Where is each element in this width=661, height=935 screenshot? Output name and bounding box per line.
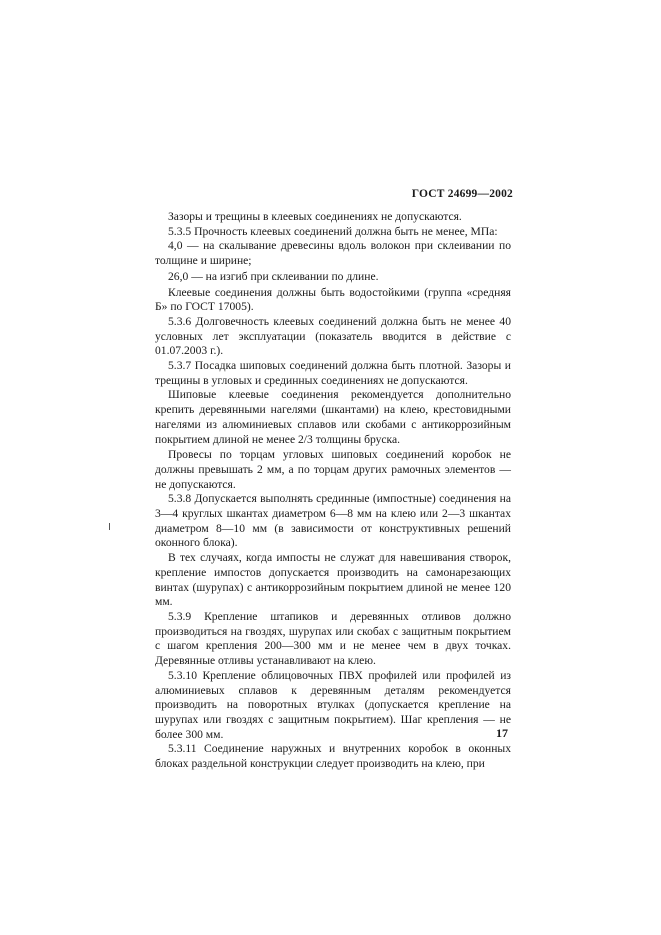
paragraph: 5.3.7 Посадка шиповых соединений должна быть плотной. Зазоры и трещины в угловых и срединных соединениях не допускаются. bbox=[155, 359, 511, 387]
paragraph: Клеевые соединения должны быть водостойкими (группа «средняя Б» по ГОСТ 17005). bbox=[155, 285, 511, 314]
paragraph: 4,0 — на скалывание древесины вдоль волокон при склеивании по толщине и ширине; bbox=[155, 239, 511, 268]
paragraph: В тех случаях, когда импосты не служат для навешивания створок, крепление импостов допускается производить на самонарезающих винтах (шурупах) с антикоррозийным покрытием длиной не менее 120 мм. bbox=[155, 551, 511, 609]
document-code-header: ГОСТ 24699—2002 bbox=[411, 188, 513, 200]
paragraph: Зазоры и трещины в клеевых соединениях не допускаются. bbox=[168, 210, 462, 223]
paragraph: 5.3.9 Крепление штапиков и деревянных отливов должно производиться на гвоздях, шурупах или скобах с защитным покрытием с шагом крепления 200—300 мм и не менее чем в двух точках. Деревянные отливы устанавливают на клею. bbox=[155, 609, 511, 668]
paragraph: Провесы по торцам угловых шиповых соединений коробок не должны превышать 2 мм, а по торцам других рамочных элементов — не допускаются. bbox=[155, 448, 511, 491]
paragraph: Шиповые клеевые соединения рекомендуется дополнительно крепить деревянными нагелями (шкантами) на клею, крестовидными нагелями из алюминиевых сплавов или скобами с антикоррозийным покрытием длиной не менее 2/3 толщины бруска. bbox=[155, 388, 511, 446]
paragraph: 5.3.6 Долговечность клеевых соединений должна быть не менее 40 условных лет эксплуатации (показатель вводится в действие с 01.07.2003 г.). bbox=[155, 314, 511, 358]
document-body bbox=[155, 210, 511, 772]
paragraph: 5.3.8 Допускается выполнять срединные (импостные) соединения на 3—4 круглых шкантах диаметром 6—8 мм на клею или 2—3 шкантах диаметром 8—10 мм (в зависимости от конструктивных решений оконного блока). bbox=[155, 492, 511, 550]
paragraph: 26,0 — на изгиб при склеивании по длине. bbox=[168, 269, 379, 283]
paragraph: 5.3.10 Крепление облицовочных ПВХ профилей или профилей из алюминиевых сплавов к деревянным деталям рекомендуется производить на поворотных втулках (допускается крепление на шурупах или гвоздях с защитным покрытием). Шаг крепления — не более 300 мм. bbox=[155, 668, 511, 741]
paragraph: 5.3.11 Соединение наружных и внутренних коробок в оконных блоках раздельной конструкции следует производить на клею, при bbox=[155, 742, 511, 771]
paragraph: 5.3.5 Прочность клеевых соединений должна быть не менее, МПа: bbox=[168, 224, 498, 238]
margin-mark bbox=[109, 523, 110, 530]
page-number: 17 bbox=[496, 726, 508, 740]
